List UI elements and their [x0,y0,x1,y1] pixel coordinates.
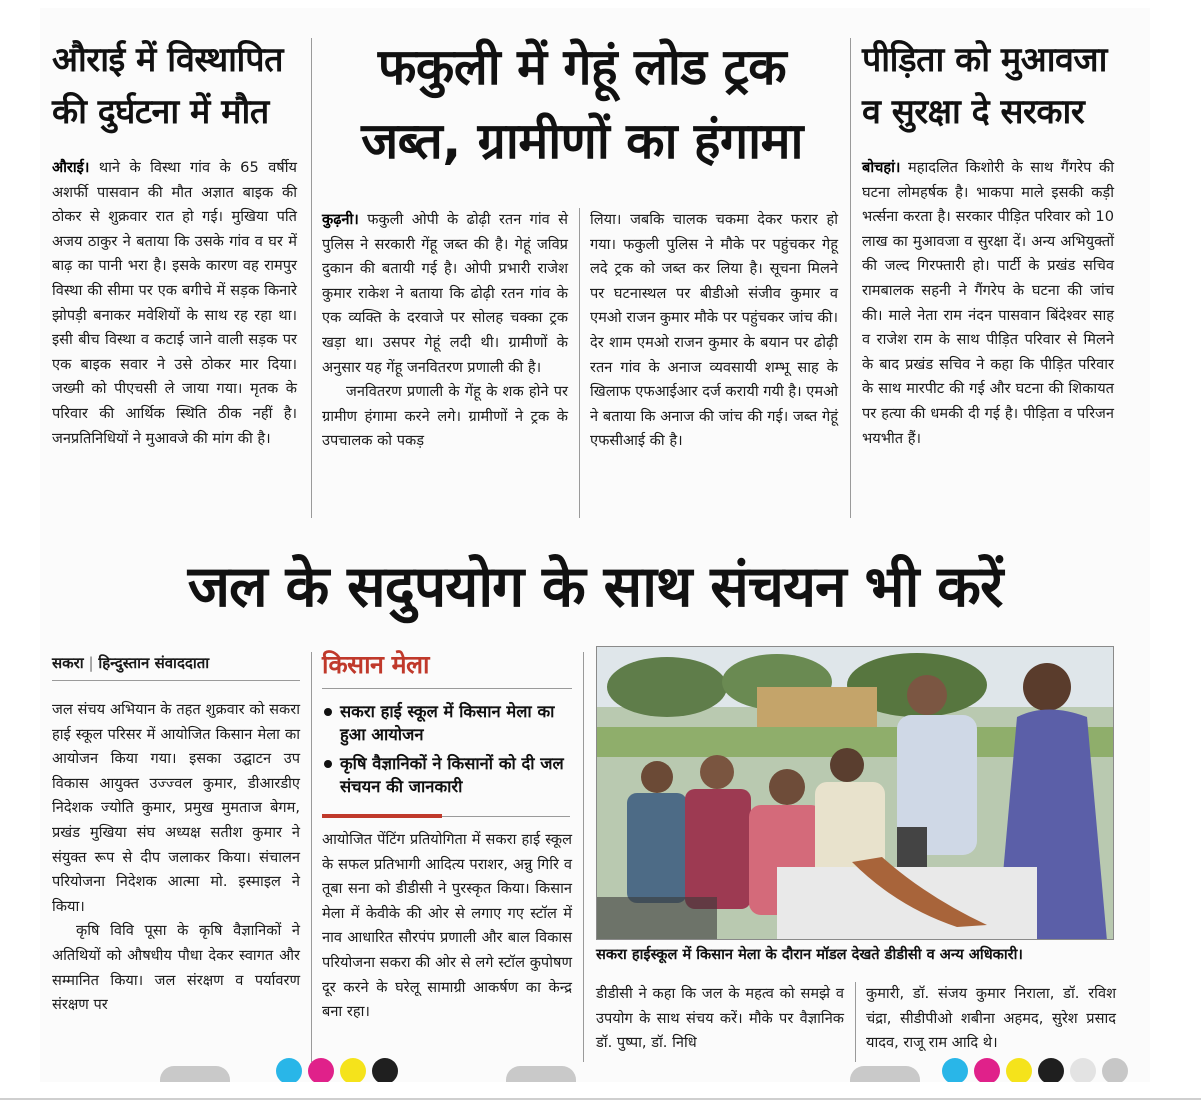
byline-place: सकरा [52,654,84,672]
print-margin-tab [506,1066,576,1082]
story-center-dateline: कुढ़नी। [322,211,359,228]
story-center-col1 [322,208,568,454]
cyan-mark [942,1058,968,1082]
highlights-list [322,700,570,804]
main-col2: आयोजित पेंटिंग प्रतियोगिता में सकरा हाई स्कूल के सफल प्रतिभागी आदित्य पराशर, अन्नु गिरि व तूबा सना को डीडीसी ने पुरस्कृत किया। किसान मेला में केवीके की ओर से लगाए गए स्टॉल में नाव आधारित सौरपंप प्रणाली और बाल विकास परियोजना सकरा की ओर से लगे स्टॉल कुपोषण दूर करने के घरेलू सामाग्री आकर्षण का केन्द्र बना रहा। [322,831,572,1021]
kicker-rule-bottom [442,816,570,817]
black-mark [372,1058,398,1082]
byline [52,652,209,674]
print-margin-tab [850,1066,920,1082]
main-col1-p2: कृषि विवि पूसा के कृषि वैज्ञानिकों ने अतिथियों को औषधीय पौधा देकर स्वागत और सम्मानित किया। जल संरक्षण व पर्यावरण संरक्षण पर [52,922,300,1014]
story-right-headline [862,34,1142,138]
story-left-headline [52,34,302,138]
bullet-dot [324,708,332,716]
print-margin-tab [160,1066,230,1082]
highlight-text: कृषि वैज्ञानिकों ने किसानों को दी जल संचयन की जानकारी [340,754,564,796]
column-divider [850,38,851,518]
magenta-mark [308,1058,334,1082]
column-divider [311,652,312,1062]
highlight-item [322,700,570,746]
cyan-mark [276,1058,302,1082]
yellow-mark [1006,1058,1032,1082]
yellow-mark [340,1058,366,1082]
black-mark [1038,1058,1064,1082]
story-center-col1-p1: फकुली ओपी के ढोढ़ी रतन गांव से पुलिस ने सरकारी गेंहू जब्त की है। गेहूं जविप्र दुकान की बतायी गई है। ओपी प्रभारी राजेश कुमार राकेश ने बताया कि ढोढ़ी रतन गांव के एक व्यक्ति के दरवाजे पर सोलह चक्का ट्रक खड़ा था। उसपर गेहूं लदी थी। ग्रामीणों के अनुसार यह गेंहू जनवितरण प्रणाली की है। [322,211,569,376]
story-right-body [862,156,1114,451]
story-center-col1-p2: जनवितरण प्रणाली के गेंहू के शक होने पर ग्रामीण हंगामा करने लगे। ग्रामीणों ने ट्रक के उपचालक को पकड़ [322,383,568,450]
registration-marks [942,1060,1128,1082]
story-left-headline-line2: की दुर्घटना में मौत [52,92,269,132]
magenta-mark [974,1058,1000,1082]
column-divider [311,38,312,518]
story-center-headline-line2: जब्त, ग्रामीणों का हंगामा [361,112,803,170]
story-right-headline-line1: पीड़िता को मुआवजा [862,40,1107,80]
main-col1-p1: जल संचय अभियान के तहत शुक्रवार को सकरा हाई स्कूल परिसर में आयोजित किसान मेला का आयोजन किया गया। इसका उद्घाटन उप विकास आयुक्त उज्ज्वल कुमार, डीआरडीए निदेशक ज्योति कुमार, प्रमुख मुमताज बेगम, प्रखंड मुखिया संघ अध्यक्ष सतीश कुमार ने संयुक्त रूप से दीप जलाकर किया। संचालन परियोजना निदेशक आत्मा मो. इस्माइल ने किया। [52,701,300,915]
byline-separator: | [88,654,94,672]
story-center-col2: लिया। जबकि चालक चकमा देकर फरार हो गया। फकुली पुलिस ने मौके पर पहुंचकर गेहू लदे ट्रक को जब्त कर लिया है। सूचना मिलने पर घटनास्थल पर बीडीओ संजीव कुमार व एमओ राजन कुमार मौके पर पहुंचकर जांच की। देर शाम एमओ राजन कुमार के बयान पर ढोढ़ी रतन गांव के अनाज व्यवसायी शम्भू साह के खिलाफ एफआईआर दर्ज करायी गयी है। एमओ ने बताया कि अनाज की जांच की गई। जब्त गेहूं एफसीआई की है। [590,211,839,450]
story-left-text: थाने के विस्था गांव के 65 वर्षीय अशर्फी पासवान की मौत अज्ञात बाइक की ठोकर से शुक्रवार रात हो गई। मुखिया पति अजय ठाकुर ने बताया कि उसके गांव व घर में बाढ़ का पानी भरा है। इसके कारण वह रामपुर विस्था की सीमा पर एक बगीचे में सड़क किनारे झोपड़ी बनाकर मवेशियों के साथ रह रहा था। इसी बीच विस्था व कटाई जाने वाली सड़क पर एक बाइक सवार ने उसे ठोकर मार दिया। जख्मी को पीएचसी ले जाया गया। मृतक के परिवार की आर्थिक स्थिति ठीक नहीं है। जनप्रतिनिधियों ने मुआवजे की मांग की है। [52,159,297,447]
story-center-headline [322,30,842,178]
newspaper-page [40,8,1150,1082]
main-col1 [52,698,300,1018]
story-right-dateline: बोचहां। [862,159,901,176]
grey-mark [1070,1058,1096,1082]
story-right-text: महादलित किशोरी के साथ गैंगरेप की घटना लोमहर्षक है। भाकपा माले इसकी कड़ी भर्त्सना करता है। सरकार पीड़ित परिवार को 10 लाख का मुआवजा व सुरक्षा दें। अन्य अभियुक्तों की जल्द गिरफ्तारी हो। पार्टी के प्रखंड सचिव रामबालक सहनी ने गैंगरेप के घटना की जांच की। माले नेता राम नंदन पासवान बिंदेश्वर साह व राजेश राम के साथ पीड़ित परिवार से मिलने के बाद प्रखंड सचिव ने कहा कि पीड़ित परिवार के साथ मारपीट की गई और घटना की शिकायत पर हत्या की धमकी दी गई है। पीड़िता व परिजन भयभीत हैं। [862,159,1114,447]
column-divider [579,208,580,518]
kicker-rule-red [322,814,442,818]
kicker-rule-top [322,688,572,689]
story-left-headline-line1: औराई में विस्थापित [52,40,283,80]
story-right-headline-line2: व सुरक्षा दे सरकार [862,92,1085,132]
highlight-text: सकरा हाई स्कूल में किसान मेला का हुआ आयोजन [340,702,555,744]
main-headline: जल के सदुपयोग के साथ संचयन भी करें [187,554,1003,620]
column-divider [583,652,584,1062]
story-left-body [52,156,297,451]
photo-kisan-mela [596,646,1114,940]
highlight-item [322,752,570,798]
main-col3: डीडीसी ने कहा कि जल के महत्व को समझे व उपयोग के साथ संचय करें। मौके पर वैज्ञानिक डॉ. पुष्पा, डॉ. निधि [596,985,844,1052]
byline-author: हिन्दुस्तान संवाददाता [98,654,210,672]
bullet-dot [324,760,332,768]
byline-rule [52,680,300,681]
page-bottom-rule [0,1098,1201,1100]
main-col4: कुमारी, डॉ. संजय कुमार निराला, डॉ. रविश चंद्रा, सीडीपीओ शबीना अहमद, सुरेश प्रसाद यादव, राजू राम आदि थे। [866,985,1116,1052]
story-center-headline-line1: फकुली में गेहूं लोड ट्रक [377,38,787,96]
photo-caption: सकरा हाईस्कूल में किसान मेला के दौरान मॉडल देखते डीडीसी व अन्य अधिकारी। [596,946,1023,963]
column-divider [855,982,856,1062]
kicker-title: किसान मेला [322,650,430,679]
story-left-dateline: औराई। [52,159,90,176]
registration-marks [276,1060,398,1082]
grey-mark [1102,1058,1128,1082]
